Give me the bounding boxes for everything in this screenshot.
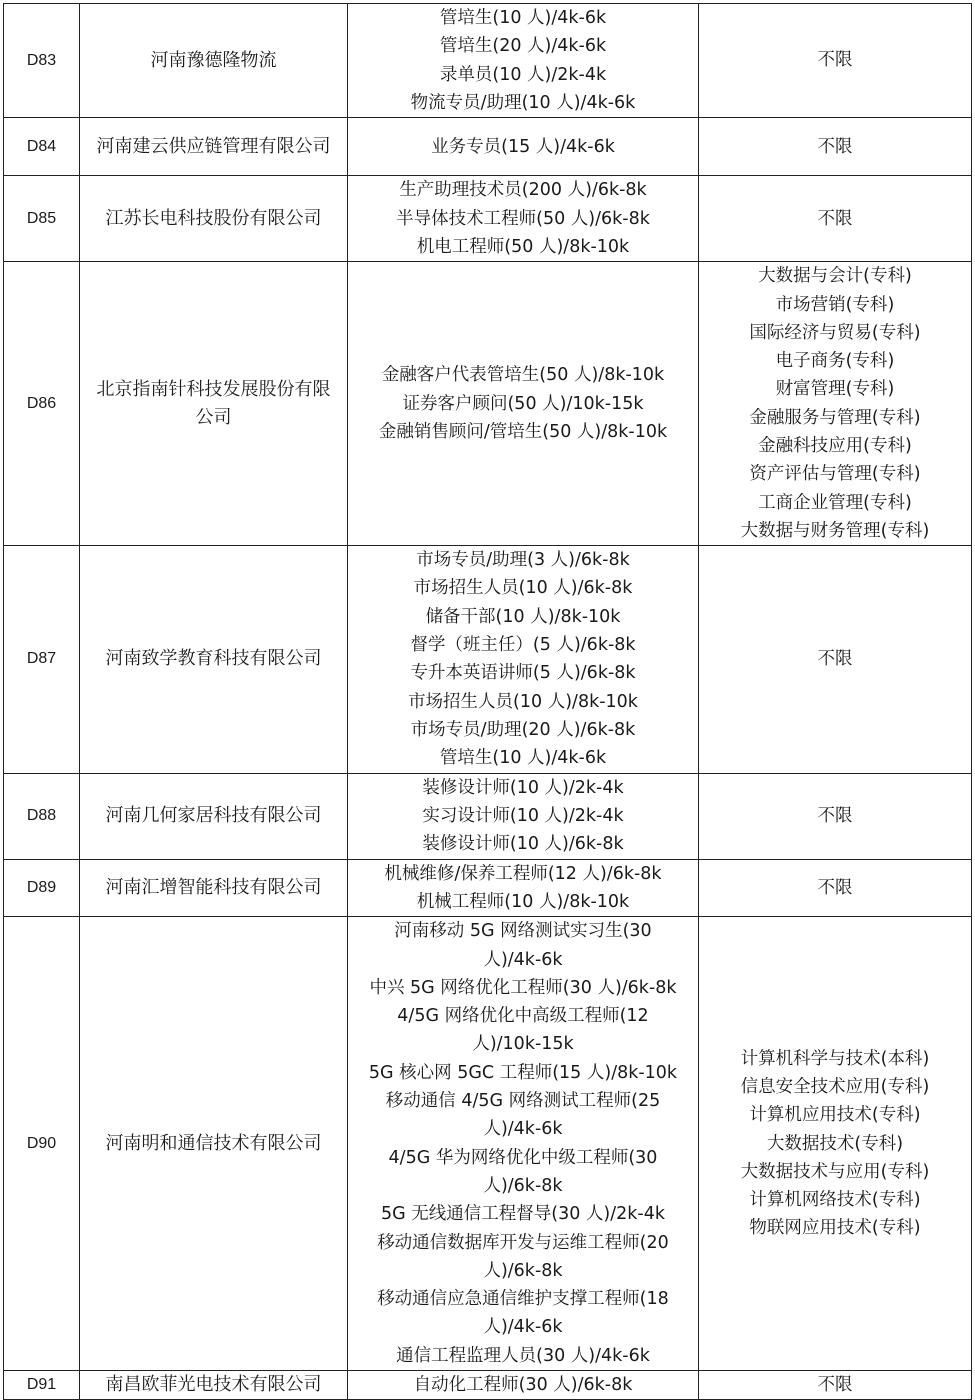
major-item: 物联网应用技术(专科) (749, 1218, 921, 1239)
position-item: 人)/4k-6k (483, 1119, 563, 1140)
company-name: 河南几何家居科技有限公司 (80, 773, 348, 859)
position-item: 移动通信应急通信维护支撑工程师(18 (377, 1289, 669, 1310)
majors-cell (699, 118, 972, 176)
booth-code: D87 (4, 546, 80, 773)
company-name: 河南致学教育科技有限公司 (80, 546, 348, 773)
position-item: 市场专员/助理(3 人)/6k-8k (416, 550, 630, 571)
table-row (4, 176, 972, 262)
table-row (4, 4, 972, 118)
position-item: 装修设计师(10 人)/2k-4k (422, 777, 624, 798)
positions-cell (348, 773, 699, 859)
majors-cell (699, 4, 972, 118)
position-item: 市场专员/助理(20 人)/6k-8k (410, 719, 636, 740)
major-item: 不限 (817, 50, 853, 71)
booth-code: D89 (4, 859, 80, 917)
major-item: 不限 (817, 208, 853, 229)
positions-cell (348, 1371, 699, 1400)
position-item: 证券客户顾问(50 人)/10k-15k (402, 393, 644, 414)
table-row (4, 118, 972, 176)
major-item: 资产评估与管理(专科) (749, 464, 921, 485)
positions-cell (348, 118, 699, 176)
position-item: 人)/4k-6k (483, 1317, 563, 1338)
majors-cell (699, 917, 972, 1371)
position-item: 金融客户代表管培生(50 人)/8k-10k (381, 365, 665, 386)
position-item: 管培生(20 人)/4k-6k (439, 36, 607, 57)
position-item: 市场招生人员(10 人)/6k-8k (413, 578, 633, 599)
position-item: 生产助理技术员(200 人)/6k-8k (399, 180, 647, 201)
position-item: 实习设计师(10 人)/2k-4k (422, 805, 624, 826)
position-item: 移动通信数据库开发与运维工程师(20 (377, 1232, 669, 1253)
positions-cell (348, 262, 699, 546)
major-item: 不限 (817, 877, 853, 898)
position-item: 机电工程师(50 人)/8k-10k (416, 236, 630, 257)
position-item: 移动通信 4/5G 网络测试工程师(25 (385, 1091, 661, 1112)
major-item: 市场营销(专科) (775, 294, 895, 315)
position-item: 中兴 5G 网络优化工程师(30 人)/6k-8k (369, 977, 677, 998)
majors-cell (699, 773, 972, 859)
majors-cell (699, 546, 972, 773)
position-item: 人)/10k-15k (472, 1034, 574, 1055)
position-item: 储备干部(10 人)/8k-10k (425, 606, 621, 627)
table-body (4, 4, 972, 1400)
positions-cell (348, 4, 699, 118)
position-item: 机械工程师(10 人)/8k-10k (416, 891, 630, 912)
major-item: 计算机网络技术(专科) (749, 1190, 921, 1211)
major-item: 国际经济与贸易(专科) (749, 322, 921, 343)
company-name: 北京指南针科技发展股份有限公司 (80, 262, 348, 546)
position-item: 河南移动 5G 网络测试实习生(30 (394, 921, 652, 942)
table-row (4, 546, 972, 773)
major-item: 计算机应用技术(专科) (749, 1105, 921, 1126)
table-row (4, 859, 972, 917)
majors-cell (699, 859, 972, 917)
position-item: 物流专员/助理(10 人)/4k-6k (410, 92, 636, 113)
positions-cell (348, 859, 699, 917)
major-item: 大数据与会计(专科) (758, 266, 912, 287)
booth-code: D83 (4, 4, 80, 118)
position-item: 专升本英语讲师(5 人)/6k-8k (410, 663, 636, 684)
majors-cell (699, 262, 972, 546)
major-item: 金融服务与管理(专科) (749, 407, 921, 428)
position-item: 机械维修/保养工程师(12 人)/6k-8k (384, 863, 662, 884)
company-name: 南昌欧菲光电技术有限公司 (80, 1371, 348, 1400)
position-item: 人)/6k-8k (483, 1260, 563, 1281)
position-item: 自动化工程师(30 人)/6k-8k (413, 1375, 633, 1396)
major-item: 不限 (817, 1375, 853, 1396)
company-name: 江苏长电科技股份有限公司 (80, 176, 348, 262)
position-item: 半导体技术工程师(50 人)/6k-8k (396, 208, 650, 229)
positions-cell (348, 546, 699, 773)
positions-cell (348, 917, 699, 1371)
major-item: 金融科技应用(专科) (758, 435, 912, 456)
position-item: 5G 核心网 5GC 工程师(15 人)/8k-10k (368, 1062, 678, 1083)
positions-cell (348, 176, 699, 262)
major-item: 工商企业管理(专科) (758, 492, 912, 513)
major-item: 财富管理(专科) (775, 379, 895, 400)
major-item: 不限 (817, 805, 853, 826)
company-name: 河南建云供应链管理有限公司 (80, 118, 348, 176)
position-item: 人)/4k-6k (483, 949, 563, 970)
booth-code: D85 (4, 176, 80, 262)
position-item: 管培生(10 人)/4k-6k (439, 748, 607, 769)
position-item: 业务专员(15 人)/4k-6k (431, 136, 615, 157)
majors-cell (699, 176, 972, 262)
table-row (4, 1371, 972, 1400)
major-item: 信息安全技术应用(专科) (740, 1076, 930, 1097)
position-item: 4/5G 网络优化中高级工程师(12 (397, 1006, 649, 1027)
booth-code: D84 (4, 118, 80, 176)
major-item: 大数据技术与应用(专科) (740, 1161, 930, 1182)
booth-code: D86 (4, 262, 80, 546)
table-row (4, 917, 972, 1371)
position-item: 市场招生人员(10 人)/8k-10k (408, 691, 638, 712)
company-name: 河南汇增智能科技有限公司 (80, 859, 348, 917)
table-row (4, 262, 972, 546)
position-item: 管培生(10 人)/4k-6k (439, 8, 607, 28)
major-item: 不限 (817, 649, 853, 670)
booth-code: D88 (4, 773, 80, 859)
major-item: 大数据与财务管理(专科) (740, 520, 930, 541)
position-item: 5G 无线通信工程督导(30 人)/2k-4k (381, 1204, 665, 1225)
position-item: 通信工程监理人员(30 人)/4k-6k (396, 1345, 650, 1366)
major-item: 电子商务(专科) (775, 351, 895, 372)
table-row (4, 773, 972, 859)
position-item: 4/5G 华为网络优化中级工程师(30 (388, 1147, 658, 1168)
company-name: 河南明和通信技术有限公司 (80, 917, 348, 1371)
major-item: 不限 (817, 136, 853, 157)
major-item: 大数据技术(专科) (766, 1133, 904, 1154)
position-item: 装修设计师(10 人)/6k-8k (422, 834, 624, 855)
majors-cell (699, 1371, 972, 1400)
position-item: 录单员(10 人)/2k-4k (439, 64, 607, 85)
major-item: 计算机科学与技术(本科) (740, 1048, 930, 1069)
position-item: 督学（班主任）(5 人)/6k-8k (410, 635, 636, 656)
booth-code: D91 (4, 1371, 80, 1400)
booth-code: D90 (4, 917, 80, 1371)
position-item: 金融销售顾问/管培生(50 人)/8k-10k (378, 421, 668, 442)
company-name: 河南豫德隆物流 (80, 4, 348, 118)
position-item: 人)/6k-8k (483, 1175, 563, 1196)
recruitment-table (3, 3, 972, 1400)
